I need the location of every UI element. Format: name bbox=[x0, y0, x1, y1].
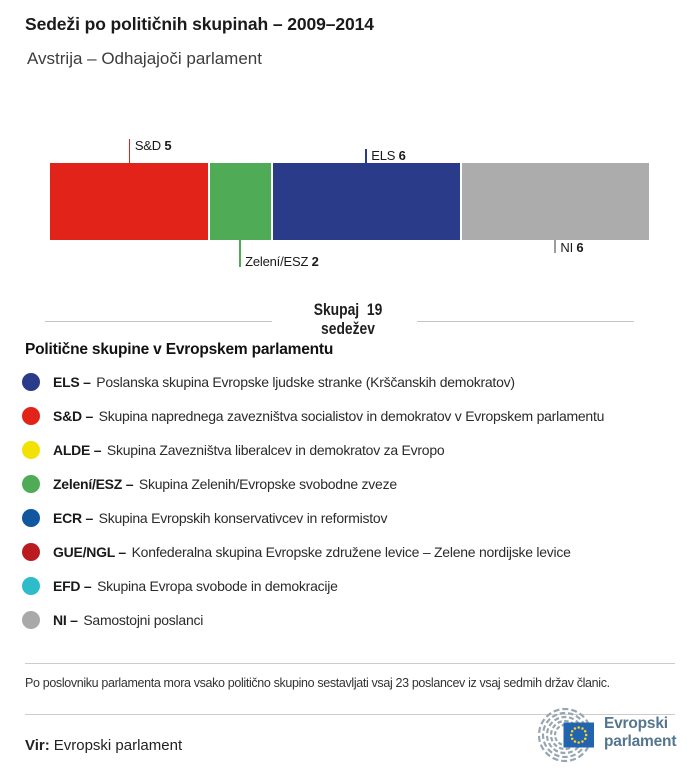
bar-segment-S&D bbox=[50, 163, 208, 240]
bar-segment-Zelení/ESZ bbox=[210, 163, 271, 240]
page-title: Sedeži po političnih skupinah – 2009–2014 bbox=[25, 14, 374, 34]
legend-item-s-d- bbox=[22, 399, 604, 433]
source-line bbox=[25, 737, 182, 754]
legend-color-dot bbox=[22, 509, 40, 527]
legend-item-zelen-esz- bbox=[22, 467, 604, 501]
legend-item-ecr- bbox=[22, 501, 604, 535]
logo-line1: Evropski bbox=[604, 715, 668, 732]
legend-item-text: EFD – Skupina Evropa svobode in demokracije bbox=[53, 578, 338, 594]
total-divider-right-line bbox=[417, 321, 634, 322]
legend-color-dot bbox=[22, 407, 40, 425]
legend-item-ni- bbox=[22, 603, 604, 637]
bar-label-S&D: S&D 5 bbox=[134, 138, 172, 153]
bar-segment-ELS bbox=[273, 163, 460, 240]
label-tick-S&D bbox=[129, 139, 131, 163]
legend-item-text: NI – Samostojni poslanci bbox=[53, 612, 204, 628]
legend-item-text: ALDE – Skupina Zavezništva liberalcev in demokratov za Evropo bbox=[53, 442, 445, 458]
total-line2: sedežev bbox=[321, 320, 375, 338]
total-divider-left-line bbox=[45, 321, 272, 322]
legend-item-text: GUE/NGL – Konfederalna skupina Evropske združene levice – Zelene nordijske levice bbox=[53, 544, 571, 560]
source-label: Vir: bbox=[25, 737, 50, 754]
label-tick-ELS bbox=[365, 149, 367, 163]
legend-item-gue-ngl- bbox=[22, 535, 604, 569]
legend-item-efd- bbox=[22, 569, 604, 603]
footnote: Po poslovniku parlamenta mora vsako politično skupino sestavljati vsaj 23 poslancev iz vsaj sedmih držav članic. bbox=[25, 676, 610, 690]
bar-label-ELS: ELS 6 bbox=[371, 148, 406, 163]
bar-label-NI: NI 6 bbox=[560, 240, 584, 255]
legend-color-dot bbox=[22, 543, 40, 561]
legend-item-els- bbox=[22, 365, 604, 399]
page-subtitle: Avstrija – Odhajajoči parlament bbox=[27, 49, 262, 68]
legend-color-dot bbox=[22, 475, 40, 493]
legend-item-alde- bbox=[22, 433, 604, 467]
total-line1: Skupaj 19 bbox=[313, 301, 383, 319]
ep-hemicycle-icon bbox=[528, 707, 602, 763]
label-tick-NI bbox=[554, 240, 556, 253]
political-groups-legend bbox=[22, 365, 604, 637]
bar-label-Zelení/ESZ: Zelení/ESZ 2 bbox=[245, 254, 319, 269]
logo-line2: parlament bbox=[604, 732, 677, 750]
bar-segment-NI bbox=[462, 163, 649, 240]
logo-text bbox=[604, 715, 676, 750]
legend-color-dot bbox=[22, 441, 40, 459]
legend-color-dot bbox=[22, 373, 40, 391]
label-tick-Zelení/ESZ bbox=[239, 240, 241, 267]
source-text: Evropski parlament bbox=[53, 737, 183, 754]
european-parliament-logo bbox=[528, 707, 688, 763]
legend-item-text: ELS – Poslanska skupina Evropske ljudske stranke (Krščanskih demokratov) bbox=[53, 374, 515, 390]
total-seats-label bbox=[295, 301, 401, 339]
legend-heading: Politične skupine v Evropskem parlamentu bbox=[25, 341, 334, 358]
eu-flag bbox=[564, 723, 595, 748]
legend-item-text: S&D – Skupina naprednega zavezništva socialistov in demokratov v Evropskem parlamentu bbox=[53, 408, 605, 424]
legend-item-text: Zelení/ESZ – Skupina Zelenih/Evropske svobodne zveze bbox=[53, 476, 397, 492]
legend-color-dot bbox=[22, 611, 40, 629]
legend-item-text: ECR – Skupina Evropskih konservativcev in reformistov bbox=[53, 510, 388, 526]
divider-top bbox=[25, 663, 675, 664]
legend-color-dot bbox=[22, 577, 40, 595]
